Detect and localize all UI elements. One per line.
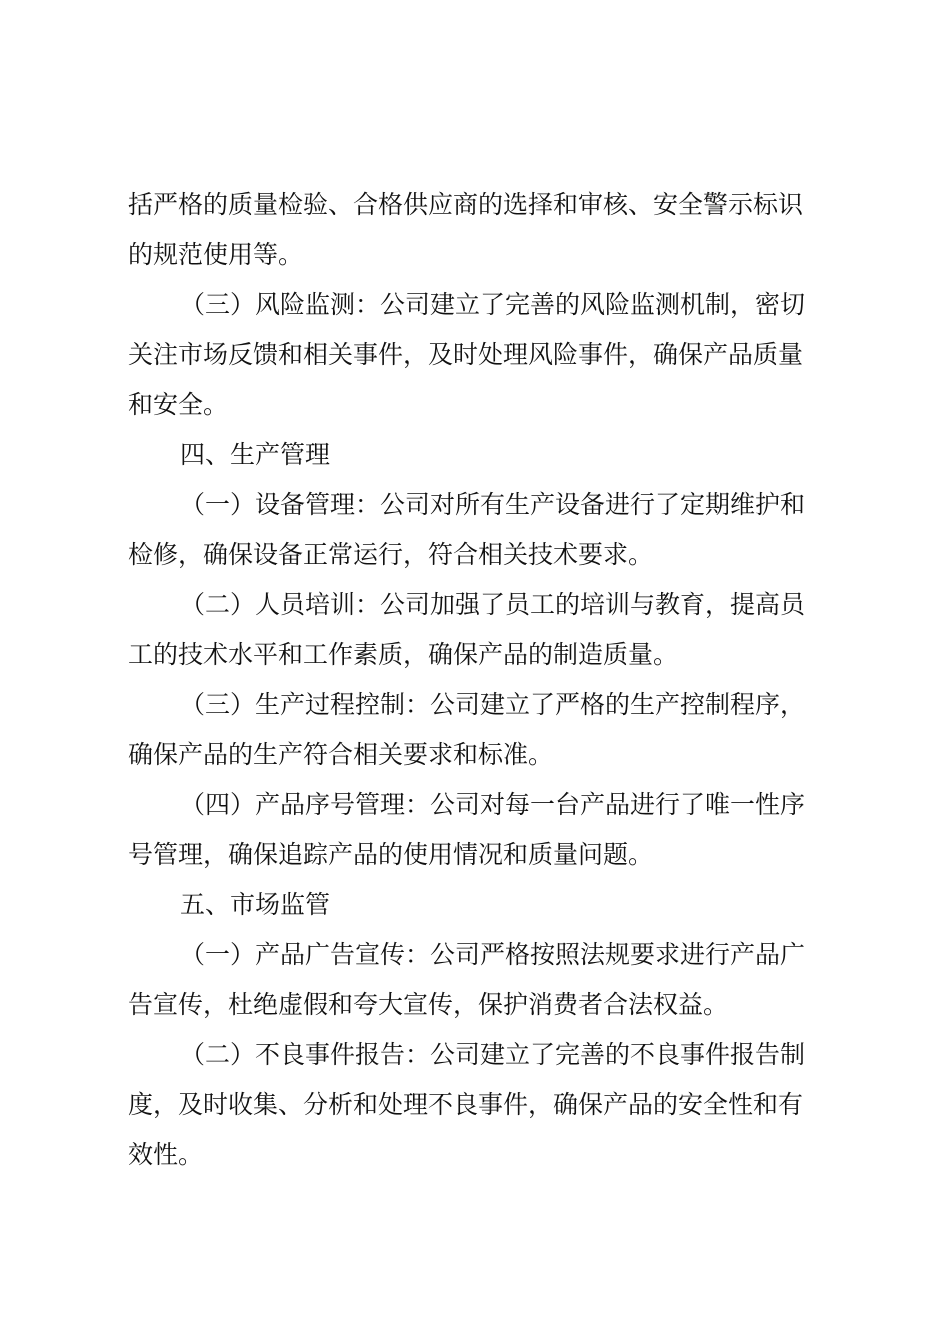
paragraph-line: 工的技术水平和工作素质，确保产品的制造质量。	[128, 640, 679, 669]
paragraph-line: 号管理，确保追踪产品的使用情况和质量问题。	[128, 840, 654, 869]
section-heading: 五、市场监管	[180, 890, 331, 919]
paragraph-line: 确保产品的生产符合相关要求和标准。	[128, 740, 554, 769]
paragraph-line: 度，及时收集、分析和处理不良事件，确保产品的安全性和有	[128, 1090, 804, 1119]
paragraph-line: 效性。	[128, 1140, 204, 1169]
paragraph-line: 和安全。	[128, 390, 229, 419]
paragraph-line: （一）设备管理：公司对所有生产设备进行了定期维护和	[180, 490, 806, 519]
paragraph-line: （一）产品广告宣传：公司严格按照法规要求进行产品广	[180, 940, 806, 969]
paragraph-line: 括严格的质量检验、合格供应商的选择和审核、安全警示标识	[128, 190, 804, 219]
paragraph-line: （三）风险监测：公司建立了完善的风险监测机制，密切	[180, 290, 806, 319]
paragraph-line: （三）生产过程控制：公司建立了严格的生产控制程序，	[180, 690, 806, 719]
paragraph-line: （四）产品序号管理：公司对每一台产品进行了唯一性序	[180, 790, 806, 819]
paragraph-line: 关注市场反馈和相关事件，及时处理风险事件，确保产品质量	[128, 340, 804, 369]
paragraph-line: 告宣传，杜绝虚假和夸大宣传，保护消费者合法权益。	[128, 990, 729, 1019]
paragraph-line: （二）不良事件报告：公司建立了完善的不良事件报告制	[180, 1040, 806, 1069]
section-heading: 四、生产管理	[180, 440, 331, 469]
paragraph-line: 的规范使用等。	[128, 240, 304, 269]
document-body	[128, 180, 833, 1180]
paragraph-line: （二）人员培训：公司加强了员工的培训与教育，提高员	[180, 590, 806, 619]
paragraph-line: 检修，确保设备正常运行，符合相关技术要求。	[128, 540, 654, 569]
